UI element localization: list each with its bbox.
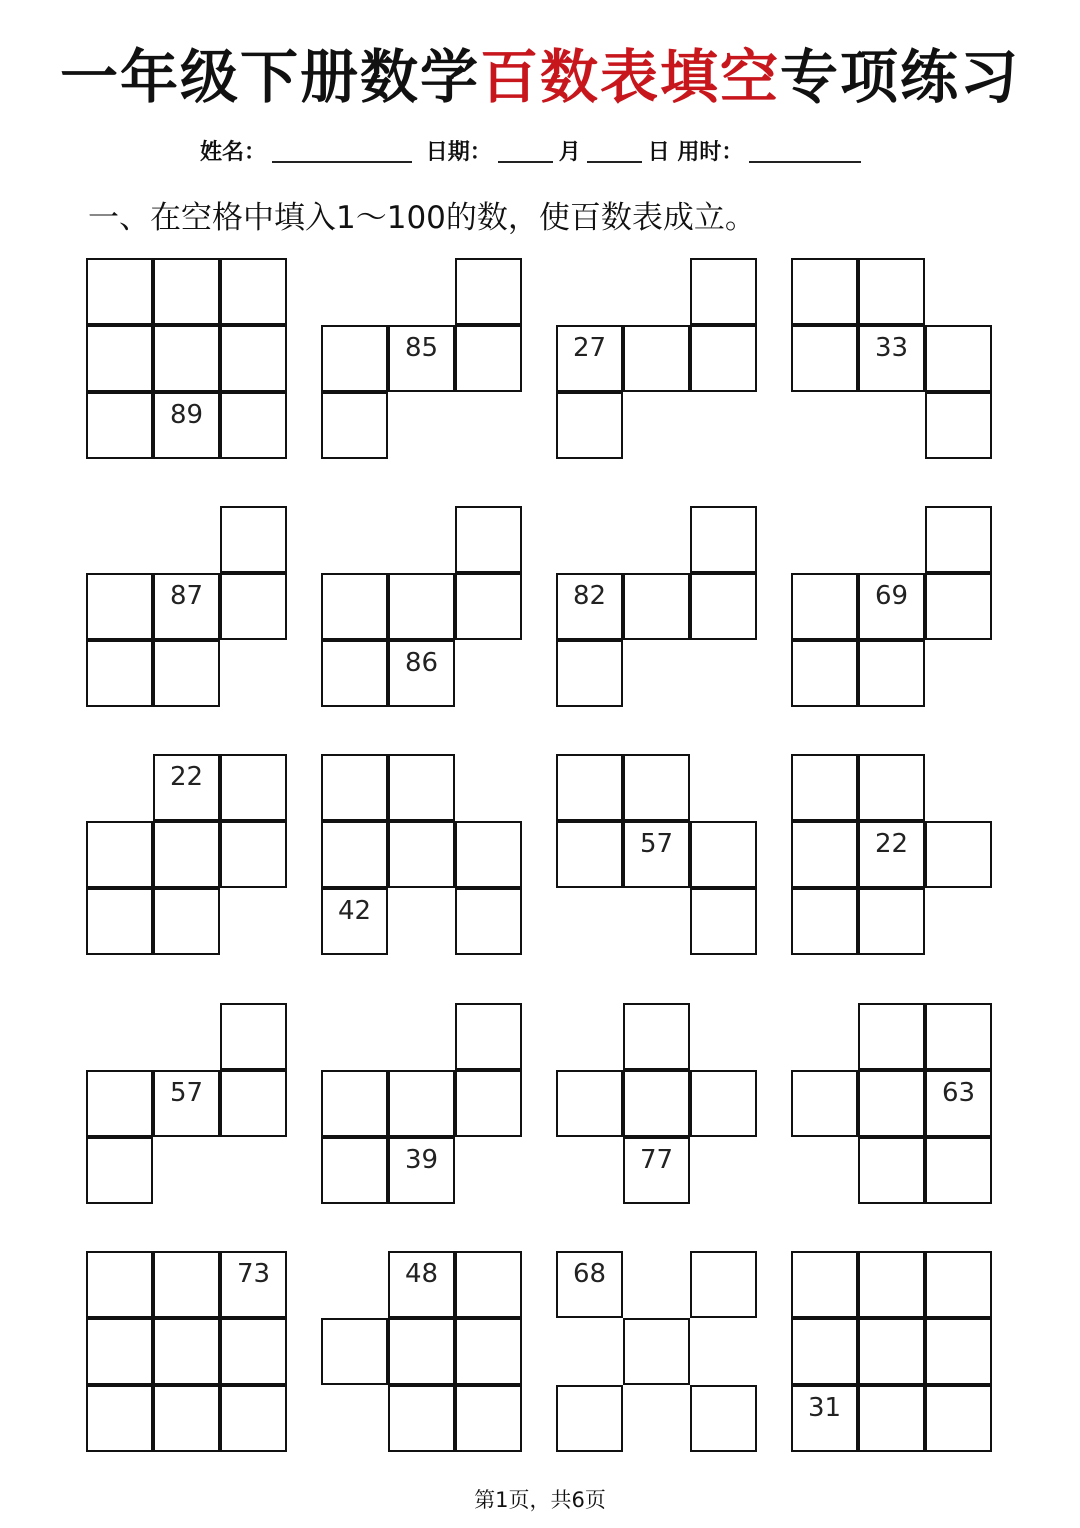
blank-cell[interactable]: [455, 1318, 522, 1385]
blank-cell[interactable]: [220, 258, 287, 325]
blank-cell[interactable]: [220, 325, 287, 392]
given-number-cell: [623, 821, 690, 888]
name-label: 姓名：: [200, 140, 267, 165]
blank-cell[interactable]: [690, 888, 757, 955]
given-number-cell: [858, 821, 925, 888]
given-number: 68: [572, 1259, 607, 1289]
given-number: 89: [169, 400, 204, 430]
given-number: 31: [807, 1393, 842, 1423]
blank-cell[interactable]: [791, 1251, 858, 1318]
given-number-cell: [858, 325, 925, 392]
blank-cell[interactable]: [455, 888, 522, 955]
blank-cell[interactable]: [220, 821, 287, 888]
blank-cell[interactable]: [925, 573, 992, 640]
blank-cell[interactable]: [925, 506, 992, 573]
given-number: 33: [874, 333, 909, 363]
given-number: 86: [404, 648, 439, 678]
given-number: 22: [874, 829, 909, 859]
blank-cell[interactable]: [220, 1385, 287, 1452]
blank-cell[interactable]: [86, 392, 153, 459]
blank-cell[interactable]: [321, 821, 388, 888]
given-number: 69: [874, 581, 909, 611]
page-footer: 第1页，共6页: [474, 1488, 606, 1512]
blank-cell[interactable]: [86, 1137, 153, 1204]
blank-cell[interactable]: [388, 1385, 455, 1452]
blank-cell[interactable]: [858, 258, 925, 325]
given-number-cell: [925, 1070, 992, 1137]
blank-cell[interactable]: [220, 506, 287, 573]
blank-cell[interactable]: [858, 1385, 925, 1452]
given-number: 22: [169, 762, 204, 792]
given-number-cell: [556, 325, 623, 392]
blank-cell[interactable]: [321, 1070, 388, 1137]
student-info-row: [200, 135, 920, 166]
blank-cell[interactable]: [925, 1003, 992, 1070]
given-number: 48: [404, 1259, 439, 1289]
day-blank[interactable]: [587, 139, 642, 163]
blank-cell[interactable]: [556, 1385, 623, 1452]
blank-cell[interactable]: [321, 325, 388, 392]
blank-cell[interactable]: [858, 1070, 925, 1137]
blank-cell[interactable]: [86, 258, 153, 325]
blank-cell[interactable]: [791, 888, 858, 955]
blank-cell[interactable]: [925, 325, 992, 392]
blank-cell[interactable]: [321, 1318, 388, 1385]
given-number-cell: [388, 1137, 455, 1204]
blank-cell[interactable]: [690, 1251, 757, 1318]
blank-cell[interactable]: [153, 258, 220, 325]
worksheet-title: [0, 30, 1080, 114]
blank-cell[interactable]: [690, 506, 757, 573]
given-number-cell: [556, 1251, 623, 1318]
blank-cell[interactable]: [623, 754, 690, 821]
blank-cell[interactable]: [455, 1251, 522, 1318]
blank-cell[interactable]: [388, 573, 455, 640]
blank-cell[interactable]: [86, 1070, 153, 1137]
blank-cell[interactable]: [623, 1070, 690, 1137]
blank-cell[interactable]: [455, 1003, 522, 1070]
blank-cell[interactable]: [690, 1070, 757, 1137]
blank-cell[interactable]: [388, 1070, 455, 1137]
blank-cell[interactable]: [690, 573, 757, 640]
blank-cell[interactable]: [321, 1137, 388, 1204]
blank-cell[interactable]: [556, 1070, 623, 1137]
blank-cell[interactable]: [455, 1070, 522, 1137]
title-part2: 专项练习: [780, 43, 1021, 111]
blank-cell[interactable]: [925, 392, 992, 459]
blank-cell[interactable]: [556, 640, 623, 707]
given-number-cell: [556, 573, 623, 640]
given-number-cell: [388, 1251, 455, 1318]
blank-cell[interactable]: [321, 754, 388, 821]
blank-cell[interactable]: [220, 1003, 287, 1070]
month-label: 月: [558, 140, 581, 165]
given-number-cell: [623, 1137, 690, 1204]
blank-cell[interactable]: [791, 573, 858, 640]
time-blank[interactable]: [749, 139, 861, 163]
blank-cell[interactable]: [220, 573, 287, 640]
title-part1: 一年级下册数学: [59, 43, 480, 111]
given-number: 57: [639, 829, 674, 859]
blank-cell[interactable]: [925, 1137, 992, 1204]
blank-cell[interactable]: [623, 1003, 690, 1070]
blank-cell[interactable]: [321, 392, 388, 459]
time-label: 用时：: [677, 140, 744, 165]
blank-cell[interactable]: [455, 821, 522, 888]
blank-cell[interactable]: [455, 258, 522, 325]
blank-cell[interactable]: [86, 888, 153, 955]
blank-cell[interactable]: [858, 1137, 925, 1204]
given-number: 87: [169, 581, 204, 611]
blank-cell[interactable]: [153, 1318, 220, 1385]
title-highlight: 百数表填空: [479, 43, 780, 111]
given-number: 73: [236, 1259, 271, 1289]
given-number-cell: [858, 573, 925, 640]
given-number-cell: [153, 573, 220, 640]
given-number: 77: [639, 1145, 674, 1175]
blank-cell[interactable]: [153, 640, 220, 707]
blank-cell[interactable]: [153, 1385, 220, 1452]
blank-cell[interactable]: [623, 325, 690, 392]
blank-cell[interactable]: [86, 640, 153, 707]
blank-cell[interactable]: [858, 1318, 925, 1385]
day-label: 日: [647, 140, 670, 165]
blank-cell[interactable]: [791, 1318, 858, 1385]
blank-cell[interactable]: [86, 325, 153, 392]
blank-cell[interactable]: [455, 325, 522, 392]
blank-cell[interactable]: [220, 754, 287, 821]
blank-cell[interactable]: [690, 258, 757, 325]
blank-cell[interactable]: [556, 821, 623, 888]
blank-cell[interactable]: [153, 888, 220, 955]
blank-cell[interactable]: [925, 1385, 992, 1452]
month-blank[interactable]: [498, 139, 553, 163]
given-number: 39: [404, 1145, 439, 1175]
blank-cell[interactable]: [153, 1251, 220, 1318]
blank-cell[interactable]: [690, 325, 757, 392]
blank-cell[interactable]: [86, 1385, 153, 1452]
blank-cell[interactable]: [153, 821, 220, 888]
blank-cell[interactable]: [86, 821, 153, 888]
blank-cell[interactable]: [86, 1318, 153, 1385]
given-number: 82: [572, 581, 607, 611]
given-number-cell: [153, 754, 220, 821]
blank-cell[interactable]: [791, 640, 858, 707]
blank-cell[interactable]: [858, 1251, 925, 1318]
blank-cell[interactable]: [153, 325, 220, 392]
name-blank[interactable]: [272, 139, 412, 163]
blank-cell[interactable]: [925, 821, 992, 888]
blank-cell[interactable]: [791, 258, 858, 325]
blank-cell[interactable]: [791, 821, 858, 888]
blank-cell[interactable]: [86, 1251, 153, 1318]
blank-cell[interactable]: [220, 1318, 287, 1385]
blank-cell[interactable]: [623, 573, 690, 640]
blank-cell[interactable]: [455, 506, 522, 573]
blank-cell[interactable]: [86, 573, 153, 640]
blank-cell[interactable]: [858, 640, 925, 707]
blank-cell[interactable]: [791, 1070, 858, 1137]
blank-cell[interactable]: [858, 1003, 925, 1070]
blank-cell[interactable]: [220, 392, 287, 459]
blank-cell[interactable]: [623, 1318, 690, 1385]
blank-cell[interactable]: [321, 573, 388, 640]
blank-cell[interactable]: [791, 325, 858, 392]
blank-cell[interactable]: [690, 821, 757, 888]
blank-cell[interactable]: [556, 754, 623, 821]
given-number-cell: [388, 325, 455, 392]
blank-cell[interactable]: [791, 754, 858, 821]
given-number-cell: [791, 1385, 858, 1452]
given-number: 63: [941, 1078, 976, 1108]
blank-cell[interactable]: [388, 1318, 455, 1385]
blank-cell[interactable]: [321, 640, 388, 707]
given-number: 57: [169, 1078, 204, 1108]
given-number-cell: [220, 1251, 287, 1318]
date-label: 日期：: [425, 140, 492, 165]
blank-cell[interactable]: [925, 1251, 992, 1318]
blank-cell[interactable]: [388, 754, 455, 821]
blank-cell[interactable]: [858, 888, 925, 955]
instruction-text: 一、在空格中填入1～100的数，使百数表成立。: [88, 200, 756, 236]
given-number-cell: [153, 1070, 220, 1137]
given-number: 42: [337, 896, 372, 926]
blank-cell[interactable]: [690, 1385, 757, 1452]
given-number: 85: [404, 333, 439, 363]
blank-cell[interactable]: [925, 1318, 992, 1385]
blank-cell[interactable]: [455, 573, 522, 640]
given-number-cell: [388, 640, 455, 707]
blank-cell[interactable]: [455, 1385, 522, 1452]
given-number-cell: [153, 392, 220, 459]
blank-cell[interactable]: [388, 821, 455, 888]
given-number: 27: [572, 333, 607, 363]
given-number-cell: [321, 888, 388, 955]
blank-cell[interactable]: [556, 392, 623, 459]
blank-cell[interactable]: [220, 1070, 287, 1137]
blank-cell[interactable]: [858, 754, 925, 821]
